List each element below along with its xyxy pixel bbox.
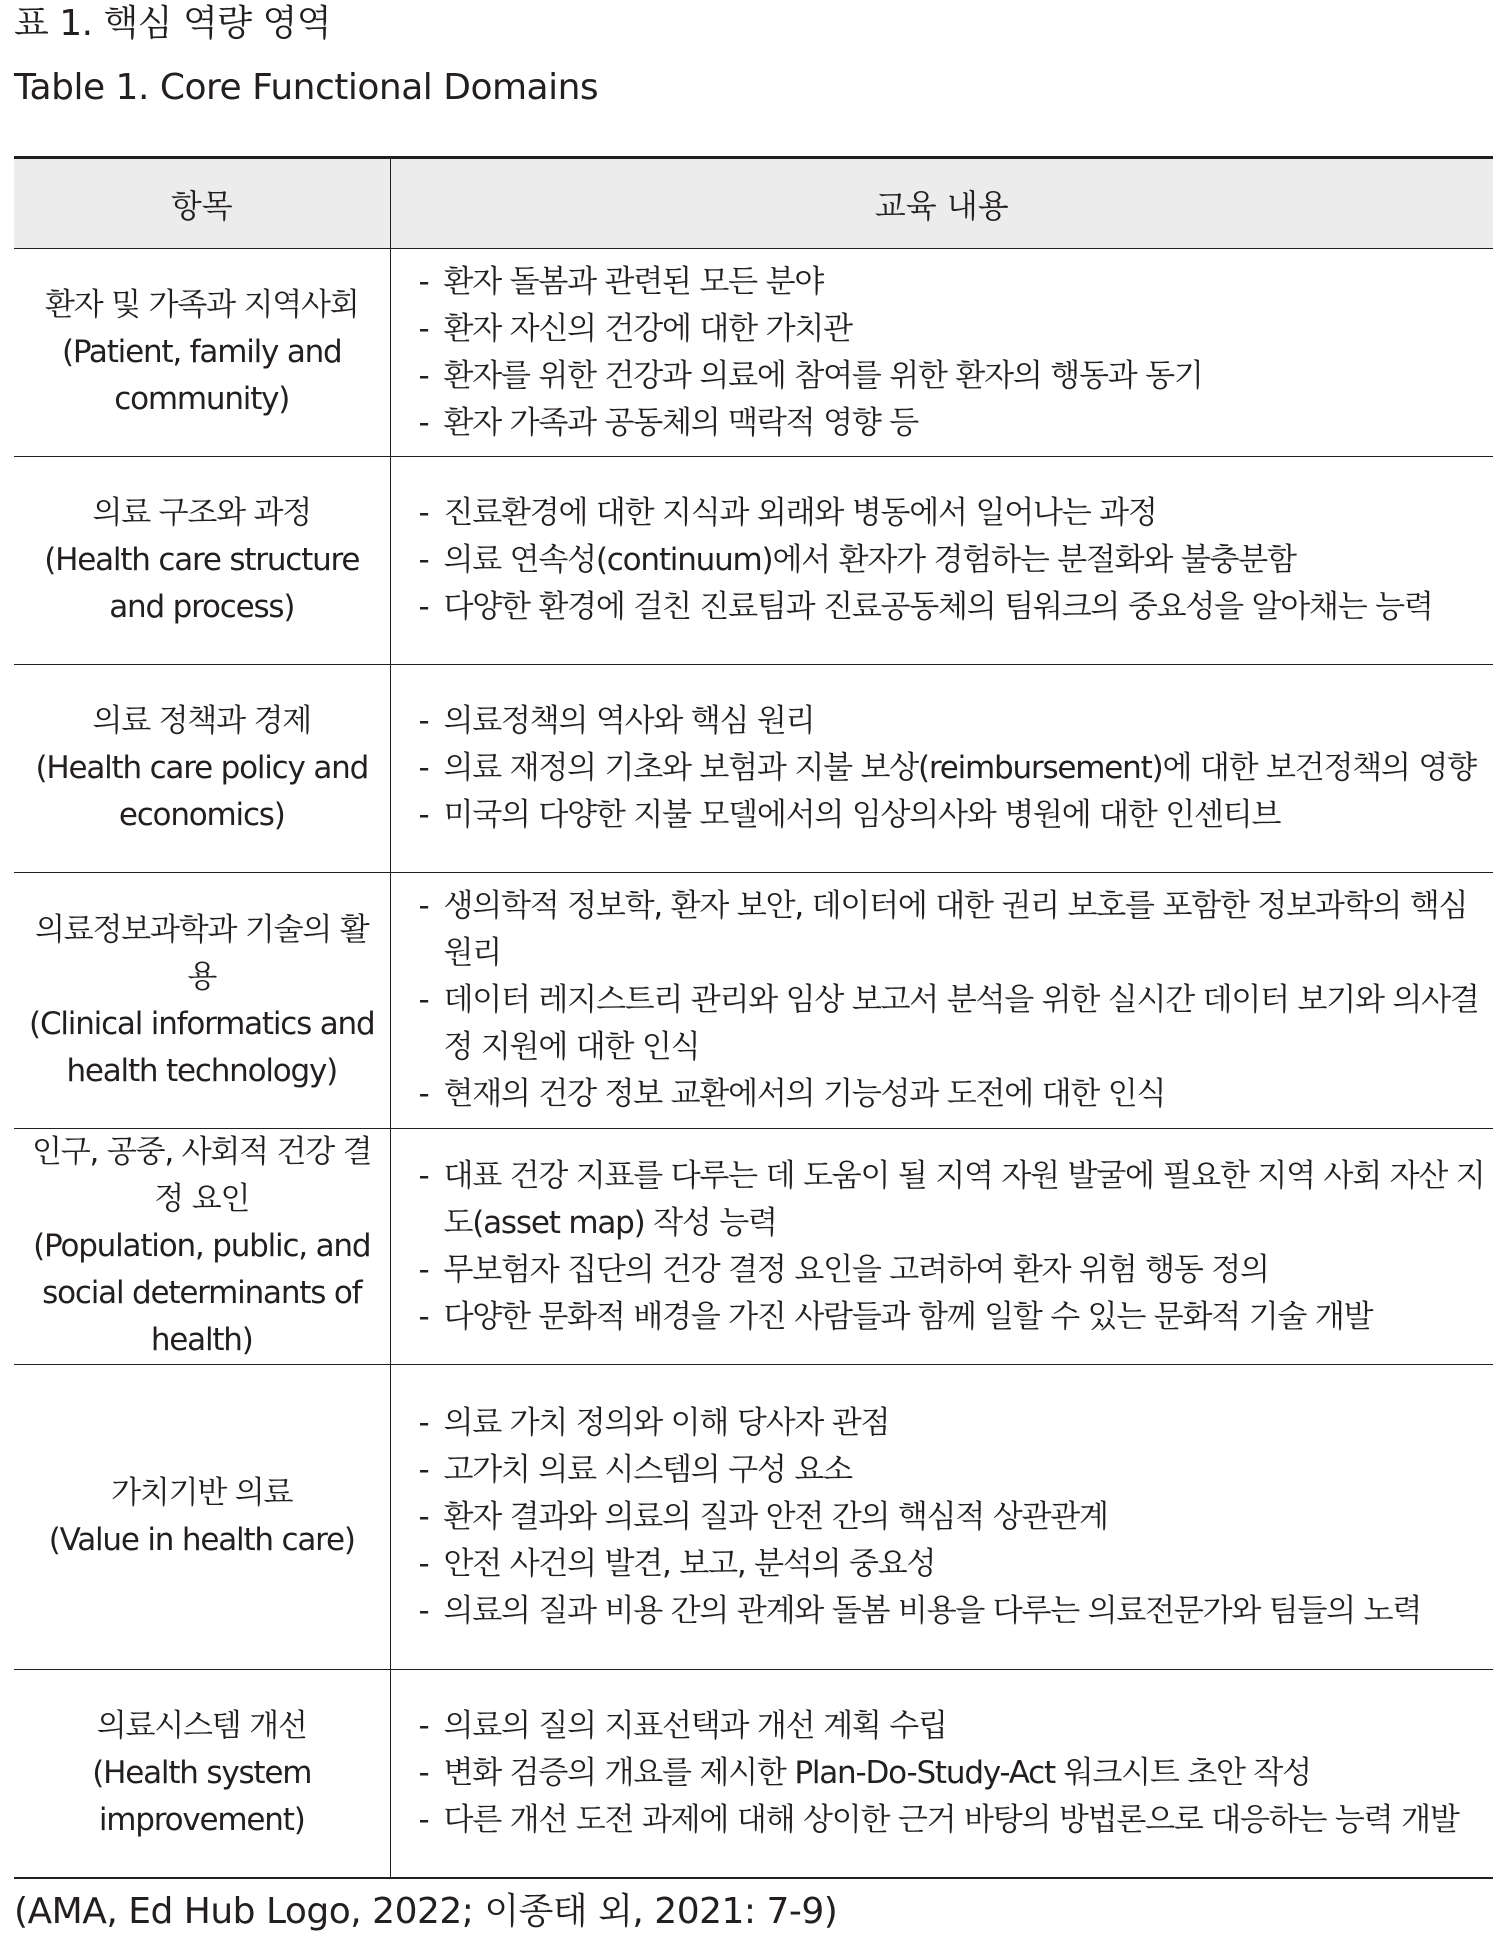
- domain-name-korean: 의료시스템 개선: [96, 1707, 307, 1744]
- dash-bullet: -: [418, 888, 429, 924]
- content-list: [419, 1153, 1494, 1341]
- domain-name-english: (Population, public, and social determinants of health): [33, 1228, 371, 1358]
- content-list: [419, 490, 1494, 631]
- header-category: 항목: [14, 158, 390, 249]
- domain-name-english: (Value in health care): [48, 1522, 355, 1558]
- list-item: [419, 537, 1494, 584]
- dash-bullet: -: [418, 263, 429, 300]
- list-item-text: 환자 가족과 공동체의 맥락적 영향 등: [443, 404, 918, 441]
- list-item: [419, 1247, 1494, 1294]
- domain-name-korean: 인구, 공중, 사회적 건강 결정 요인: [32, 1134, 372, 1217]
- education-content: [390, 1129, 1493, 1365]
- domain-category: [14, 665, 390, 873]
- domain-category: [14, 1670, 390, 1878]
- list-item: [419, 698, 1494, 745]
- table-header: [14, 158, 1493, 249]
- content-list: [419, 1400, 1494, 1635]
- table-title-korean: 표 1. 핵심 역량 영역: [14, 3, 332, 44]
- list-item: [419, 1588, 1494, 1635]
- list-item-text: 환자를 위한 건강과 의료에 참여를 위한 환자의 행동과 동기: [443, 357, 1203, 394]
- header-content: 교육 내용: [390, 158, 1493, 249]
- list-item-text: 대표 건강 지표를 다루는 데 도움이 될 지역 자원 발굴에 필요한 지역 사회 자산 지도(asset map) 작성 능력: [443, 1157, 1485, 1241]
- content-list: [419, 883, 1494, 1118]
- list-item-text: 환자 결과와 의료의 질과 안전 간의 핵심적 상관관계: [443, 1498, 1108, 1535]
- list-item-text: 진료환경에 대한 지식과 외래와 병동에서 일어나는 과정: [443, 495, 1157, 531]
- domain-name-korean: 환자 및 가족과 지역사회: [45, 287, 359, 323]
- dash-bullet: -: [418, 797, 429, 833]
- list-item-text: 생의학적 정보학, 환자 보안, 데이터에 대한 권리 보호를 포함한 정보과학의 핵심 원리: [443, 888, 1468, 971]
- education-content: [390, 873, 1493, 1129]
- list-item: [419, 1447, 1494, 1494]
- list-item-text: 데이터 레지스트리 관리와 임상 보고서 분석을 위한 실시간 데이터 보기와 의사결정 지원에 대한 인식: [443, 982, 1479, 1065]
- list-item: [419, 977, 1494, 1071]
- list-item: [419, 1494, 1494, 1541]
- domain-category: [14, 1129, 390, 1365]
- list-item: [419, 353, 1494, 400]
- list-item: [419, 745, 1494, 792]
- list-item: [419, 1750, 1494, 1797]
- list-item: [419, 1071, 1494, 1118]
- list-item-text: 안전 사건의 발견, 보고, 분석의 중요성: [443, 1545, 936, 1582]
- table-row: [14, 665, 1493, 873]
- list-item-text: 의료정책의 역사와 핵심 원리: [443, 703, 815, 739]
- dash-bullet: -: [418, 982, 429, 1018]
- domain-name-english: (Health system improvement): [92, 1754, 312, 1838]
- education-content: [390, 665, 1493, 873]
- list-item: [419, 883, 1494, 977]
- table-row: [14, 1129, 1493, 1365]
- list-item: [419, 400, 1494, 447]
- list-item-text: 의료 연속성(continuum)에서 환자가 경험하는 분절화와 불충분함: [443, 542, 1296, 578]
- list-item-text: 환자 자신의 건강에 대한 가치관: [443, 310, 852, 347]
- dash-bullet: -: [418, 589, 429, 625]
- list-item-text: 변화 검증의 개요를 제시한 Plan-Do-Study-Act 워크시트 초안 작성: [443, 1754, 1311, 1791]
- list-item-text: 다양한 환경에 걸친 진료팀과 진료공동체의 팀워크의 중요성을 알아채는 능력: [443, 589, 1433, 625]
- content-list: [419, 259, 1494, 447]
- domain-category: [14, 249, 390, 457]
- dash-bullet: -: [418, 1251, 429, 1288]
- list-item: [419, 1400, 1494, 1447]
- content-list: [419, 1703, 1494, 1844]
- dash-bullet: -: [418, 1707, 429, 1744]
- education-content: [390, 249, 1493, 457]
- list-item: [419, 306, 1494, 353]
- domain-category: [14, 457, 390, 665]
- list-item: [419, 259, 1494, 306]
- dash-bullet: -: [418, 1801, 429, 1838]
- education-content: [390, 1365, 1493, 1670]
- domain-name-korean: 의료 정책과 경제: [92, 703, 312, 739]
- dash-bullet: -: [418, 1451, 429, 1488]
- list-item-text: 다른 개선 도전 과제에 대해 상이한 근거 바탕의 방법론으로 대응하는 능력 개발: [443, 1801, 1459, 1838]
- list-item-text: 고가치 의료 시스템의 구성 요소: [443, 1451, 852, 1488]
- table-row: [14, 457, 1493, 665]
- dash-bullet: -: [418, 495, 429, 531]
- list-item-text: 미국의 다양한 지불 모델에서의 임상의사와 병원에 대한 인센티브: [443, 797, 1281, 833]
- table-row: [14, 873, 1493, 1129]
- domain-category: [14, 1365, 390, 1670]
- list-item-text: 다양한 문화적 배경을 가진 사람들과 함께 일할 수 있는 문화적 기술 개발: [443, 1298, 1373, 1335]
- dash-bullet: -: [418, 404, 429, 441]
- list-item: [419, 792, 1494, 839]
- list-item-text: 현재의 건강 정보 교환에서의 기능성과 도전에 대한 인식: [443, 1076, 1166, 1112]
- list-item: [419, 1541, 1494, 1588]
- table-row: [14, 1365, 1493, 1670]
- list-item: [419, 490, 1494, 537]
- list-item: [419, 584, 1494, 631]
- education-content: [390, 1670, 1493, 1878]
- dash-bullet: -: [418, 1298, 429, 1335]
- domain-name-korean: 의료 구조와 과정: [92, 495, 312, 531]
- dash-bullet: -: [418, 542, 429, 578]
- core-domains-table: [14, 156, 1493, 1879]
- table-row: [14, 1670, 1493, 1878]
- domain-name-korean: 가치기반 의료: [111, 1475, 293, 1511]
- dash-bullet: -: [418, 1545, 429, 1582]
- header-row: [14, 158, 1493, 249]
- dash-bullet: -: [418, 1592, 429, 1629]
- domain-name-english: (Health care policy and economics): [35, 750, 369, 833]
- source-citation: (AMA, Ed Hub Logo, 2022; 이종태 외, 2021: 7-9): [14, 1891, 838, 1932]
- table-title-english: Table 1. Core Functional Domains: [14, 67, 599, 108]
- list-item-text: 무보험자 집단의 건강 결정 요인을 고려하여 환자 위험 행동 정의: [443, 1251, 1269, 1288]
- domain-name-english: (Patient, family and community): [61, 334, 342, 417]
- list-item-text: 의료의 질의 지표선택과 개선 계획 수립: [443, 1707, 947, 1744]
- dash-bullet: -: [418, 750, 429, 786]
- list-item: [419, 1153, 1494, 1247]
- list-item: [419, 1797, 1494, 1844]
- list-item-text: 의료의 질과 비용 간의 관계와 돌봄 비용을 다루는 의료전문가와 팀들의 노력: [443, 1592, 1422, 1629]
- domain-name-english: (Health care structure and process): [44, 542, 360, 625]
- dash-bullet: -: [418, 1076, 429, 1112]
- dash-bullet: -: [418, 1404, 429, 1441]
- list-item-text: 의료 가치 정의와 이해 당사자 관점: [443, 1404, 890, 1441]
- list-item-text: 의료 재정의 기초와 보험과 지불 보상(reimbursement)에 대한 보건정책의 영향: [443, 750, 1476, 786]
- table-row: [14, 249, 1493, 457]
- dash-bullet: -: [418, 1157, 429, 1194]
- domain-name-korean: 의료정보과학과 기술의 활용: [34, 911, 369, 995]
- dash-bullet: -: [418, 1498, 429, 1535]
- table-body: [14, 249, 1493, 1878]
- domain-category: [14, 873, 390, 1129]
- dash-bullet: -: [418, 357, 429, 394]
- domain-name-english: (Clinical informatics and health technology): [29, 1005, 375, 1089]
- education-content: [390, 457, 1493, 665]
- dash-bullet: -: [418, 310, 429, 347]
- list-item: [419, 1703, 1494, 1750]
- list-item-text: 환자 돌봄과 관련된 모든 분야: [443, 263, 824, 300]
- content-list: [419, 698, 1494, 839]
- dash-bullet: -: [418, 1754, 429, 1791]
- dash-bullet: -: [418, 703, 429, 739]
- list-item: [419, 1294, 1494, 1341]
